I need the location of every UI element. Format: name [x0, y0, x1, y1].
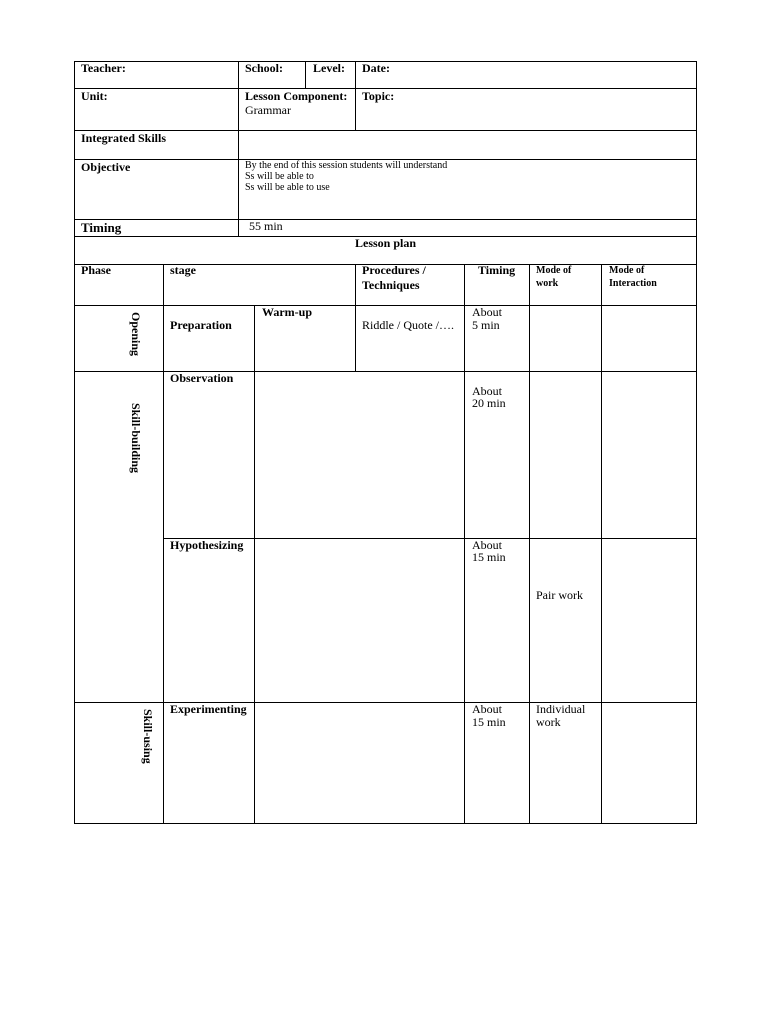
row-divider	[74, 702, 697, 703]
lesson-plan-table	[74, 61, 697, 824]
school-label: School:	[245, 61, 284, 75]
stage-hypothesizing: Hypothesizing	[170, 538, 244, 552]
lesson-component-value: Grammar	[245, 103, 291, 117]
col-divider	[529, 264, 530, 824]
timing-about: About	[472, 305, 502, 319]
phase-skill-using: Skill-using	[141, 709, 155, 764]
stage-preparation: Preparation	[170, 318, 232, 332]
col-divider	[305, 61, 306, 88]
col-divider	[355, 264, 356, 371]
col-divider	[601, 264, 602, 824]
lesson-plan-title: Lesson plan	[354, 236, 417, 250]
date-label: Date:	[362, 61, 390, 75]
col-divider	[238, 61, 239, 236]
row-divider	[74, 305, 697, 306]
mode-of-work-header: work	[536, 278, 559, 289]
timing-minutes: 15 min	[472, 550, 506, 564]
stage-header: stage	[170, 263, 196, 277]
mode-individual-work: work	[536, 715, 561, 729]
timing-about: About	[472, 702, 502, 716]
level-label: Level:	[313, 61, 345, 75]
col-divider	[254, 305, 255, 824]
mode-pair-work: Pair work	[536, 588, 583, 602]
procedures-header: Procedures /	[362, 263, 426, 277]
procedure-riddle: Riddle / Quote /….	[362, 318, 454, 332]
row-divider	[74, 371, 697, 372]
objective-line: Ss will be able to	[245, 171, 314, 182]
phase-header: Phase	[81, 263, 111, 277]
timing-minutes: 20 min	[472, 396, 506, 410]
substage-warm-up: Warm-up	[262, 305, 313, 319]
objective-line: By the end of this session students will understand	[245, 160, 448, 171]
timing-value: 55 min	[249, 219, 283, 233]
phase-skill-building: Skill-building	[129, 403, 143, 474]
col-divider	[464, 264, 465, 824]
objective-label: Objective	[81, 160, 131, 174]
timing-minutes: 15 min	[472, 715, 506, 729]
col-divider	[355, 61, 356, 130]
mode-of-work-header: Mode of	[536, 265, 572, 276]
mode-of-interaction-header: Interaction	[609, 278, 657, 289]
integrated-skills-label: Integrated Skills	[81, 131, 167, 145]
timing-about: About	[472, 538, 502, 552]
timing-minutes: 5 min	[472, 318, 500, 332]
timing-label: Timing	[81, 220, 122, 235]
techniques-header: Techniques	[362, 278, 420, 292]
stage-observation: Observation	[170, 371, 234, 385]
teacher-label: Teacher:	[81, 61, 126, 75]
timing-about: About	[472, 384, 502, 398]
timing-header: Timing	[478, 263, 516, 277]
phase-opening: Opening	[129, 312, 143, 357]
row-divider	[74, 130, 697, 131]
objective-line: Ss will be able to use	[245, 182, 330, 193]
stage-experimenting: Experimenting	[170, 702, 247, 716]
mode-of-interaction-header: Mode of	[609, 265, 645, 276]
topic-label: Topic:	[362, 89, 395, 103]
col-divider	[163, 264, 164, 824]
unit-label: Unit:	[81, 89, 108, 103]
lesson-component-label: Lesson Component:	[245, 89, 348, 103]
row-divider	[74, 219, 697, 220]
mode-individual-work: Individual	[536, 702, 586, 716]
